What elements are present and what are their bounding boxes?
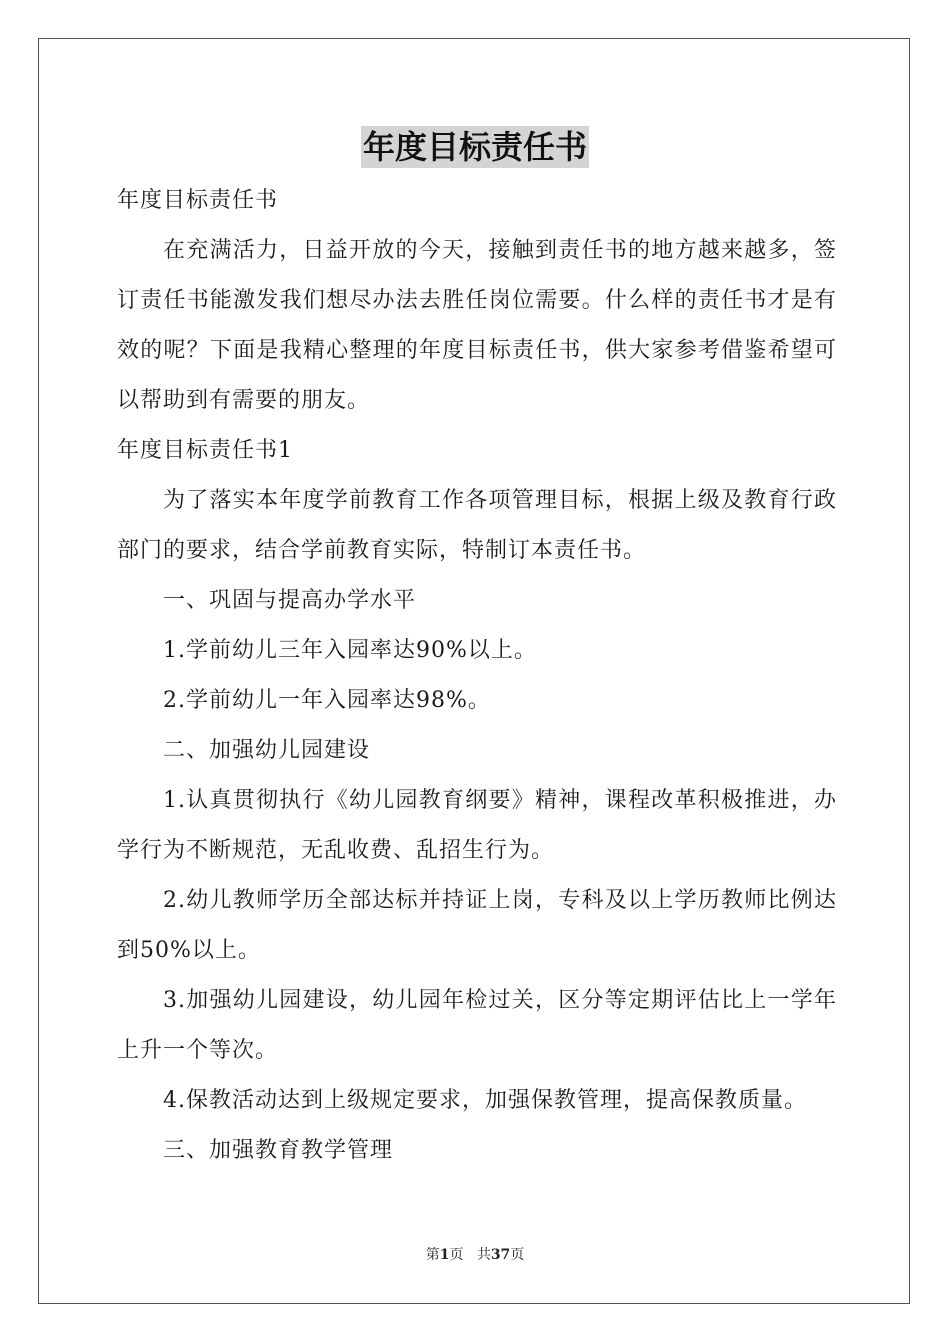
footer-page-suffix: 页 [449,1247,464,1263]
body-paragraph: 1.学前幼儿三年入园率达90%以上。 [163,638,537,663]
body-paragraph: 1.认真贯彻执行《幼儿园教育纲要》精神，课程改革积极推进，办学行为不断规范，无乱收费、乱招生行为。 [117,788,837,863]
section-heading: 年度目标责任书1 [117,438,293,463]
body-paragraph: 三、加强教育教学管理 [163,1138,394,1163]
section-heading: 年度目标责任书 [117,188,279,213]
page-footer [0,1245,950,1265]
body-paragraph: 在充满活力，日益开放的今天，接触到责任书的地方越来越多，签订责任书能激发我们想尽办法去胜任岗位需要。什么样的责任书才是有效的呢？下面是我精心整理的年度目标责任书，供大家参考借鉴希望可以帮助到有需要的朋友。 [117,238,837,413]
footer-total-suffix: 页 [510,1247,525,1263]
title-container [0,126,950,168]
document-body [117,176,837,1176]
document-title: 年度目标责任书 [362,128,587,166]
footer-total-prefix: 共 [476,1247,491,1263]
body-paragraph: 为了落实本年度学前教育工作各项管理目标，根据上级及教育行政部门的要求，结合学前教育实际，特制订本责任书。 [117,488,837,563]
body-paragraph: 二、加强幼儿园建设 [163,738,371,763]
body-paragraph: 2.幼儿教师学历全部达标并持证上岗，专科及以上学历教师比例达到50%以上。 [117,888,837,963]
body-paragraph: 3.加强幼儿园建设，幼儿园年检过关，区分等定期评估比上一学年上升一个等次。 [117,988,837,1063]
footer-page-number: 1 [439,1247,450,1263]
footer-page-prefix: 第 [425,1247,440,1263]
body-paragraph: 2.学前幼儿一年入园率达98%。 [163,688,491,713]
body-paragraph: 4.保教活动达到上级规定要求，加强保教管理，提高保教质量。 [163,1088,807,1113]
footer-total-pages: 37 [490,1247,511,1263]
body-paragraph: 一、巩固与提高办学水平 [163,588,417,613]
